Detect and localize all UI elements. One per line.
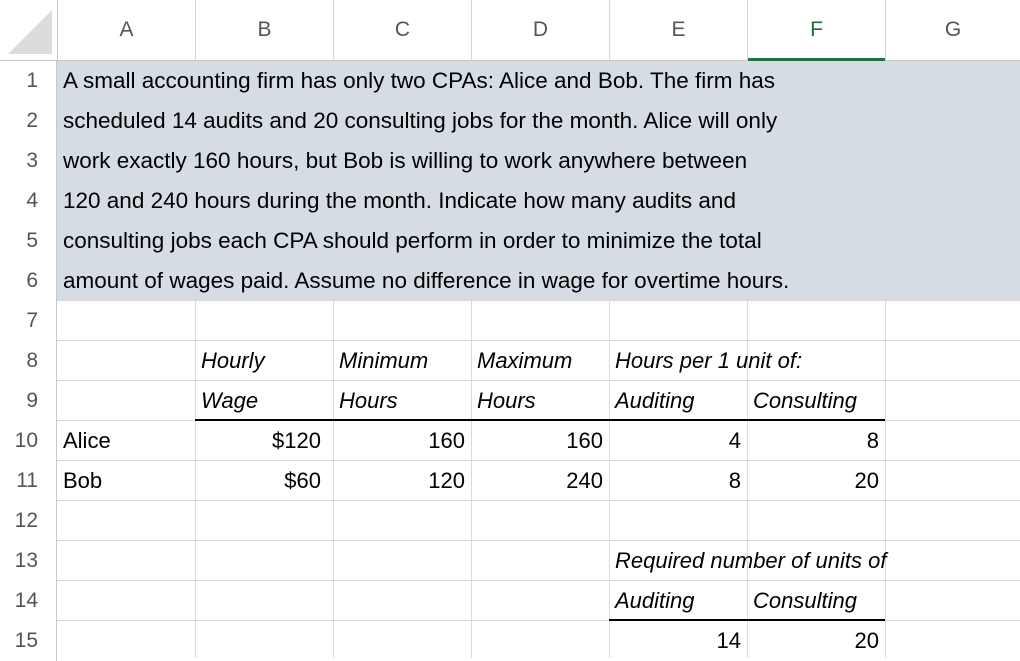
column-header-g[interactable]: G	[944, 18, 962, 41]
row-header-15[interactable]: 15	[0, 621, 57, 661]
alice-wage[interactable]: $120	[272, 428, 321, 453]
bob-consulting-hours[interactable]: 20	[854, 468, 879, 493]
bob-max-hours[interactable]: 240	[566, 468, 603, 493]
column-header-a[interactable]: A	[58, 0, 196, 60]
header-wage[interactable]: Wage	[201, 388, 259, 413]
row-header-8[interactable]: 8	[0, 341, 57, 381]
row-header-11[interactable]: 11	[0, 461, 57, 501]
header-hours-per-unit[interactable]: Hours per 1 unit of:	[615, 348, 803, 373]
header-auditing[interactable]: Auditing	[615, 388, 695, 413]
alice-max-hours[interactable]: 160	[566, 428, 603, 453]
question-line[interactable]: amount of wages paid. Assume no difference in wage for overtime hours.	[63, 268, 790, 293]
row-header-13[interactable]: 13	[0, 541, 57, 581]
row-header-12[interactable]: 12	[0, 501, 57, 541]
row-header-1[interactable]: 1	[0, 61, 57, 101]
column-header-c[interactable]: C	[334, 0, 472, 60]
select-all-corner[interactable]	[0, 0, 58, 60]
column-header-row	[0, 0, 1020, 61]
bob-wage[interactable]: $60	[284, 468, 321, 493]
row-header-9[interactable]: 9	[0, 381, 57, 421]
cpa-name-alice[interactable]: Alice	[63, 428, 111, 453]
alice-auditing-hours[interactable]: 4	[728, 428, 741, 453]
header-minimum[interactable]: Minimum	[339, 348, 429, 373]
row-header-5[interactable]: 5	[0, 221, 57, 261]
alice-min-hours[interactable]: 160	[428, 428, 465, 453]
column-header-b[interactable]: B	[196, 0, 334, 60]
row-header-14[interactable]: 14	[0, 581, 57, 621]
row-header-4[interactable]: 4	[0, 181, 57, 221]
required-auditing-value[interactable]: 14	[716, 628, 741, 653]
header-min-hours[interactable]: Hours	[339, 388, 398, 413]
header-consulting[interactable]: Consulting	[753, 388, 857, 413]
required-consulting-label[interactable]: Consulting	[753, 588, 857, 613]
question-line[interactable]: consulting jobs each CPA should perform in order to minimize the total	[63, 228, 762, 253]
question-line[interactable]: A small accounting firm has only two CPAs: Alice and Bob. The firm has	[63, 68, 775, 93]
column-header-e[interactable]: E	[610, 0, 748, 60]
row-header-7[interactable]: 7	[0, 301, 57, 341]
question-line[interactable]: scheduled 14 audits and 20 consulting jobs for the month. Alice will only	[63, 108, 778, 133]
header-max-hours[interactable]: Hours	[477, 388, 536, 413]
required-auditing-label[interactable]: Auditing	[615, 588, 695, 613]
row-header-2[interactable]: 2	[0, 101, 57, 141]
row-header-6[interactable]: 6	[0, 261, 57, 301]
question-line[interactable]: work exactly 160 hours, but Bob is willing to work anywhere between	[63, 148, 748, 173]
row-header-10[interactable]: 10	[0, 421, 57, 461]
alice-consulting-hours[interactable]: 8	[866, 428, 879, 453]
cpa-name-bob[interactable]: Bob	[63, 468, 103, 493]
header-maximum[interactable]: Maximum	[477, 348, 573, 373]
required-units-title[interactable]: Required number of units of	[615, 548, 887, 573]
select-all-icon	[0, 0, 57, 60]
row-header-3[interactable]: 3	[0, 141, 57, 181]
column-header-d[interactable]: D	[472, 0, 610, 60]
bob-min-hours[interactable]: 120	[428, 468, 465, 493]
required-consulting-value[interactable]: 20	[854, 628, 879, 653]
bob-auditing-hours[interactable]: 8	[728, 468, 741, 493]
column-header-f[interactable]: F	[748, 0, 886, 60]
header-hourly[interactable]: Hourly	[201, 348, 265, 373]
question-line[interactable]: 120 and 240 hours during the month. Indicate how many audits and	[63, 188, 736, 213]
